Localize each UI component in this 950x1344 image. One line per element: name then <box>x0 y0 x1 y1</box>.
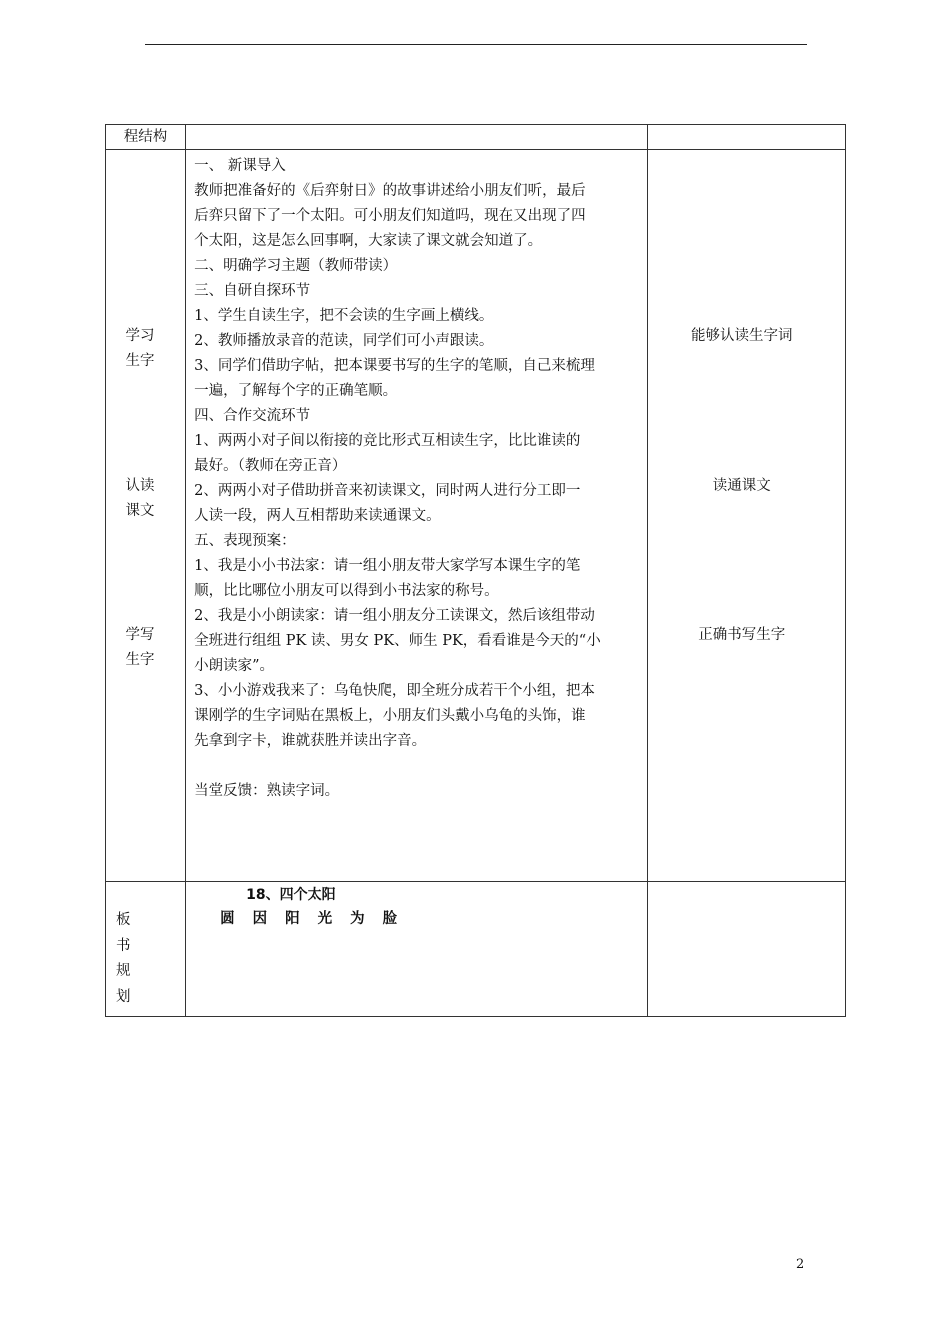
board-label-char: 划 <box>116 988 131 1005</box>
board-content-cell <box>186 882 648 1017</box>
classroom-feedback: 当堂反馈：熟读字词。 <box>194 783 340 799</box>
board-row <box>106 882 846 1017</box>
content-line: 个太阳，这是怎么回事啊，大家读了课文就会知道了。 <box>194 233 543 249</box>
content-line: 二、明确学习主题（教师带读） <box>194 258 398 274</box>
content-line: 课刚学的生字词贴在黑板上，小朋友们头戴小乌龟的头饰，谁 <box>194 708 586 724</box>
content-line: 1、我是小小书法家：请一组小朋友带大家学写本课生字的笔 <box>194 558 581 574</box>
page-number: 2 <box>796 1257 805 1272</box>
row-label-line: 学写 <box>125 627 155 643</box>
aim-write-characters: 正确书写生字 <box>698 627 786 643</box>
content-line: 1、学生自读生字，把不会读的生字画上横线。 <box>194 308 494 324</box>
board-label-char: 书 <box>116 937 131 954</box>
content-line: 后弈只留下了一个太阳。可小朋友们知道吗，现在又出现了四 <box>194 208 586 224</box>
content-line: 一、 新课导入 <box>194 158 286 174</box>
content-line: 3、同学们借助字帖，把本课要书写的生字的笔顺，自己来梳理 <box>194 358 595 374</box>
row-label-line: 生字 <box>125 652 155 668</box>
content-line: 1、两两小对子间以衔接的竞比形式互相读生字，比比谁读的 <box>194 433 581 449</box>
content-line: 三、自研自探环节 <box>194 283 311 299</box>
board-char: 圆 <box>220 911 235 927</box>
board-char: 因 <box>252 911 268 927</box>
row-label-line: 课文 <box>125 503 155 519</box>
board-char: 阳 <box>285 911 300 927</box>
header-rule <box>145 44 807 45</box>
row-label-read-text <box>106 474 174 524</box>
teaching-aims-cell <box>647 150 845 882</box>
aim-read-text: 读通课文 <box>712 478 771 494</box>
board-char: 光 <box>317 911 333 927</box>
content-line: 小朗读家”。 <box>194 658 275 674</box>
teaching-content <box>186 150 647 804</box>
header-left-cell: 程结构 <box>106 125 186 150</box>
row-label-line: 认读 <box>125 478 155 494</box>
row-label-line: 生字 <box>125 353 155 369</box>
row-label-line: 学习 <box>125 328 155 344</box>
content-line: 四、合作交流环节 <box>194 408 311 424</box>
content-line: 五、表现预案： <box>194 533 296 549</box>
content-line: 2、教师播放录音的范读，同学们可小声跟读。 <box>194 333 494 349</box>
board-label-cell <box>106 882 186 1017</box>
content-gap <box>194 754 641 779</box>
lesson-plan-table <box>105 124 846 1017</box>
header-right-cell <box>647 125 845 150</box>
content-line: 2、两两小对子借助拼音来初读课文，同时两人进行分工即一 <box>194 483 581 499</box>
board-label-char: 板 <box>116 912 131 928</box>
board-char: 脸 <box>382 911 398 927</box>
content-line: 人读一段，两人互相帮助来读通课文。 <box>194 508 441 524</box>
content-line: 一遍，了解每个字的正确笔顺。 <box>194 383 398 399</box>
content-line: 全班进行组组 PK 读、男女 PK、师生 PK，看看谁是今天的“小 <box>194 633 601 649</box>
content-line: 最好。（教师在旁正音） <box>194 458 347 474</box>
teaching-content-cell <box>186 150 648 882</box>
main-row <box>106 150 846 882</box>
content-line: 教师把准备好的《后弈射日》的故事讲述给小朋友们听，最后 <box>194 183 586 199</box>
content-line: 3、小小游戏我来了：乌龟快爬，即全班分成若干个小组，把本 <box>194 683 595 699</box>
content-line: 先拿到字卡，谁就获胜并读出字音。 <box>194 733 427 749</box>
content-line: 2、我是小小朗读家：请一组小朋友分工读课文，然后该组带动 <box>194 608 595 624</box>
header-middle-cell <box>186 125 648 150</box>
table-header-row <box>106 125 846 150</box>
row-label-learn-characters <box>106 324 174 374</box>
aim-read-characters: 能够认读生字词 <box>690 328 793 344</box>
board-plan-label <box>116 908 131 1010</box>
stage-label-cell <box>106 150 186 882</box>
board-characters <box>220 908 415 930</box>
board-char: 为 <box>350 911 365 927</box>
board-label-char: 规 <box>116 963 131 979</box>
board-right-cell <box>647 882 845 1017</box>
content-line: 顺，比比哪位小朋友可以得到小书法家的称号。 <box>194 583 499 599</box>
row-label-write-characters <box>106 623 174 673</box>
board-title: 18、四个太阳 <box>246 887 336 903</box>
